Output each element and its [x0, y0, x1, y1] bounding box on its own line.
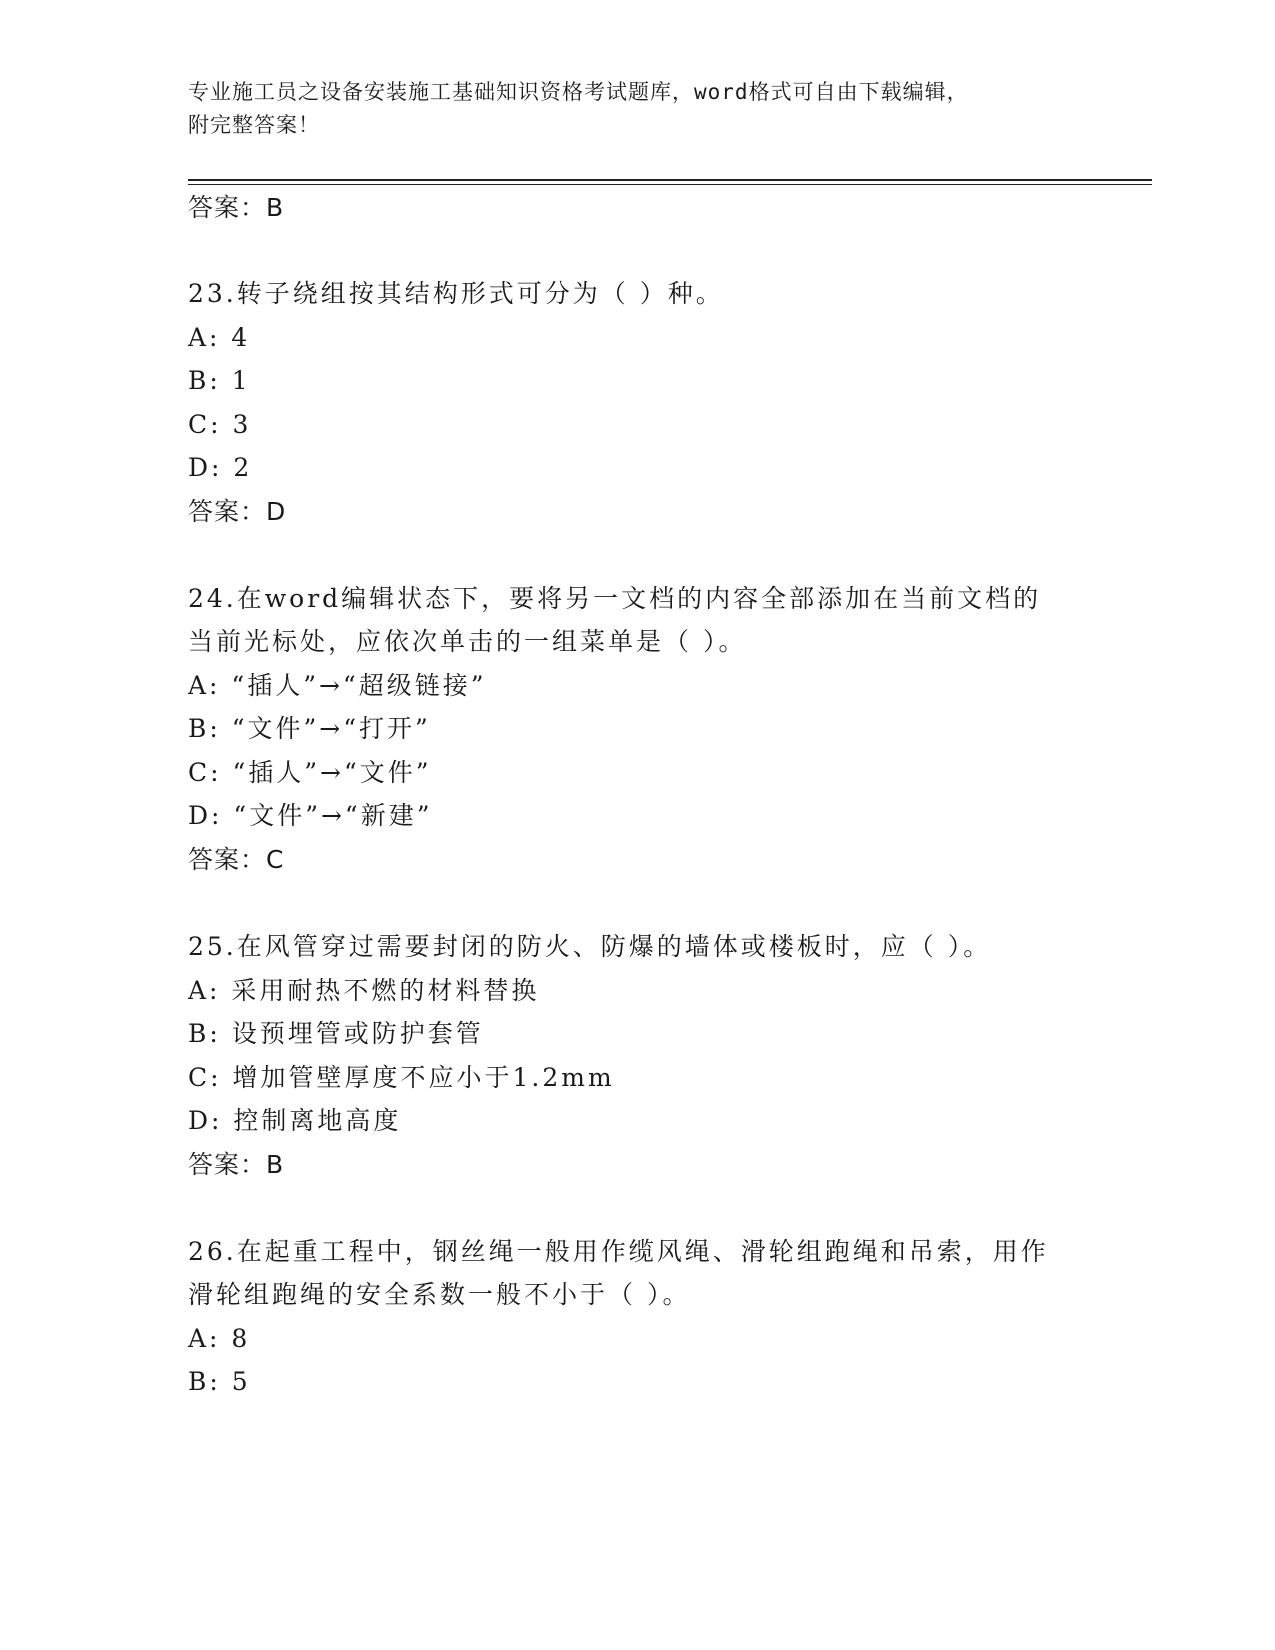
answer-line: 答案：B	[188, 193, 285, 222]
question-23-stem: 23.转子绕组按其结构形式可分为（ ）种。	[188, 279, 724, 308]
question-24-answer: 答案：C	[188, 845, 285, 874]
question-25-stem: 25.在风管穿过需要封闭的防火、防爆的墙体或楼板时，应（ ）。	[188, 932, 992, 961]
question-24-option-d: D: “文件”→“新建”	[188, 801, 433, 830]
question-23-answer: 答案：D	[188, 497, 287, 526]
question-25-option-d: D: 控制离地高度	[188, 1106, 402, 1135]
question-25-option-c: C: 增加管壁厚度不应小于1.2mm	[188, 1063, 615, 1092]
question-24-option-a: A: “插人”→“超级链接”	[188, 671, 487, 700]
question-26-stem-line-2: 滑轮组跑绳的安全系数一般不小于（ ）。	[188, 1280, 691, 1309]
question-24-option-c: C: “插人”→“文件”	[188, 758, 432, 787]
question-24-stem-line-1: 24.在word编辑状态下，要将另一文档的内容全部添加在当前文档的	[188, 584, 1042, 613]
question-23-option-b: B: 1	[188, 366, 251, 395]
question-23-option-d: D: 2	[188, 453, 253, 482]
question-25-option-b: B: 设预埋管或防护套管	[188, 1019, 484, 1048]
question-26-option-b: B: 5	[188, 1367, 251, 1396]
question-26-stem-line-1: 26.在起重工程中，钢丝绳一般用作缆风绳、滑轮组跑绳和吊索，用作	[188, 1237, 1049, 1266]
question-25-option-a: A: 采用耐热不燃的材料替换	[188, 976, 540, 1005]
question-23-option-c: C: 3	[188, 410, 252, 439]
document-header	[188, 76, 1088, 142]
header-divider-thin	[188, 184, 1152, 185]
question-24-stem-line-2: 当前光标处，应依次单击的一组菜单是（ ）。	[188, 627, 747, 656]
header-line-2: 附完整答案！	[188, 113, 320, 137]
header-line-1: 专业施工员之设备安装施工基础知识资格考试题库，word格式可自由下载编辑，	[188, 80, 969, 104]
header-divider	[188, 179, 1152, 181]
question-23-option-a: A: 4	[188, 323, 251, 352]
question-24-option-b: B: “文件”→“打开”	[188, 714, 431, 743]
question-26-option-a: A: 8	[188, 1324, 251, 1353]
question-25-answer: 答案：B	[188, 1150, 285, 1179]
